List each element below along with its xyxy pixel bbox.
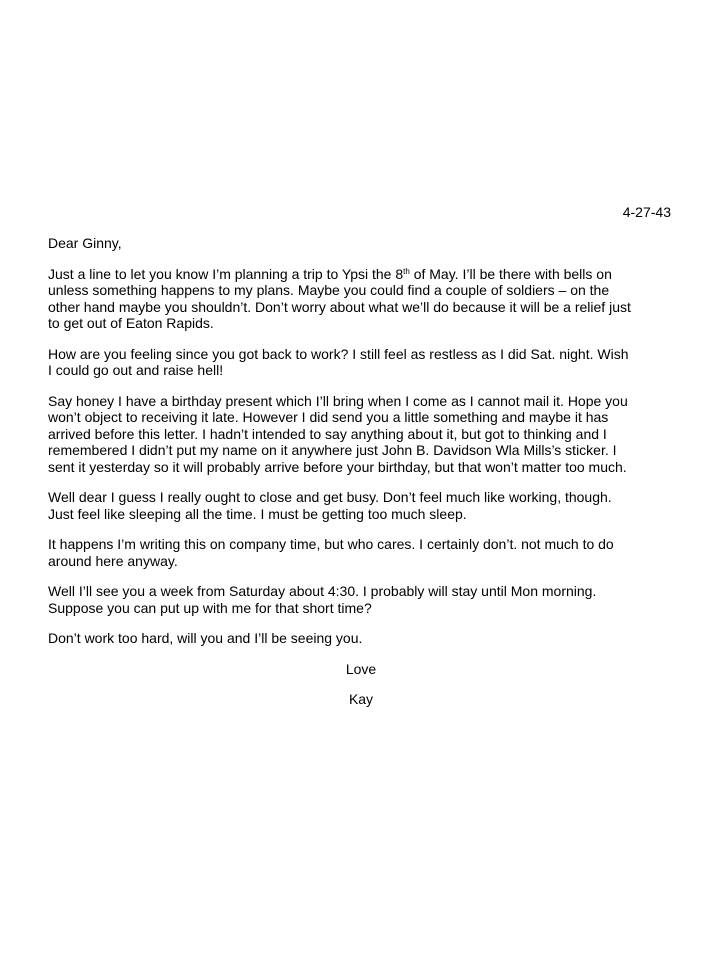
letter-date: 4-27-43 [622, 204, 671, 220]
letter-body [48, 235, 674, 708]
paragraph-3 [48, 393, 674, 476]
salutation: Dear Ginny, [48, 235, 122, 251]
paragraph-4 [48, 489, 674, 522]
paragraph-6 [48, 583, 674, 616]
line-text: of May. I’ll be there with bells on [409, 265, 612, 282]
signature: Kay [348, 690, 374, 707]
paragraph-2 [48, 346, 674, 379]
paragraph-4-line-2: Just feel like sleeping all the time. I must be getting too much sleep. [48, 505, 467, 522]
paragraph-3-line-5: sent it yesterday so it will probably arrive before your birthday, but that won’t matter too much. [48, 458, 627, 475]
paragraph-5 [48, 536, 674, 569]
paragraph-1-line-1 [48, 266, 674, 283]
paragraph-3-line-4: remembered I didn’t put my name on it anywhere just John B. Davidson Wla Mills’s sticker. I [48, 442, 617, 458]
paragraph-3-line-1: Say honey I have a birthday present which I’ll bring when I come as I cannot mail it. Hope you [48, 392, 628, 409]
paragraph-1-line-4: to get out of Eaton Rapids. [48, 315, 214, 331]
paragraph-1-line-2: unless something happens to my plans. Maybe you could find a couple of soldiers – on the [48, 282, 610, 298]
closing: Love [345, 660, 377, 677]
paragraph-4-line-1: Well dear I guess I really ought to close and get busy. Don’t feel much like working, though. [48, 489, 612, 505]
paragraph-3-line-3: arrived before this letter. I hadn’t intended to say anything about it, but got to thinking and I [48, 425, 607, 442]
paragraph-5-line-2: around here anyway. [48, 552, 178, 569]
paragraph-1-line-3: other hand maybe you shouldn’t. Don’t worry about what we’ll do because it will be a relief just [48, 298, 631, 315]
paragraph-1 [48, 266, 674, 332]
paragraph-7-line-1: Don’t work too hard, will you and I’ll be seeing you. [48, 630, 363, 646]
paragraph-5-line-1: It happens I’m writing this on company time, but who cares. I certainly don’t. not much to do [48, 536, 614, 552]
paragraph-3-line-2: won’t object to receiving it late. However I did send you a little something and maybe it has [48, 409, 609, 425]
paragraph-2-line-1: How are you feeling since you got back to work? I still feel as restless as I did Sat. night. Wish [48, 345, 629, 362]
paragraph-7 [48, 630, 674, 647]
paragraph-6-line-1: Well I’ll see you a week from Saturday about 4:30. I probably will stay until Mon morning. [48, 583, 597, 599]
line-text: Just a line to let you know I’m planning a trip to Ypsi the 8 [48, 265, 404, 282]
paragraph-6-line-2: Suppose you can put up with me for that short time? [48, 599, 372, 616]
ordinal-superscript: th [403, 266, 410, 276]
paragraph-2-line-2: I could go out and raise hell! [48, 362, 224, 378]
